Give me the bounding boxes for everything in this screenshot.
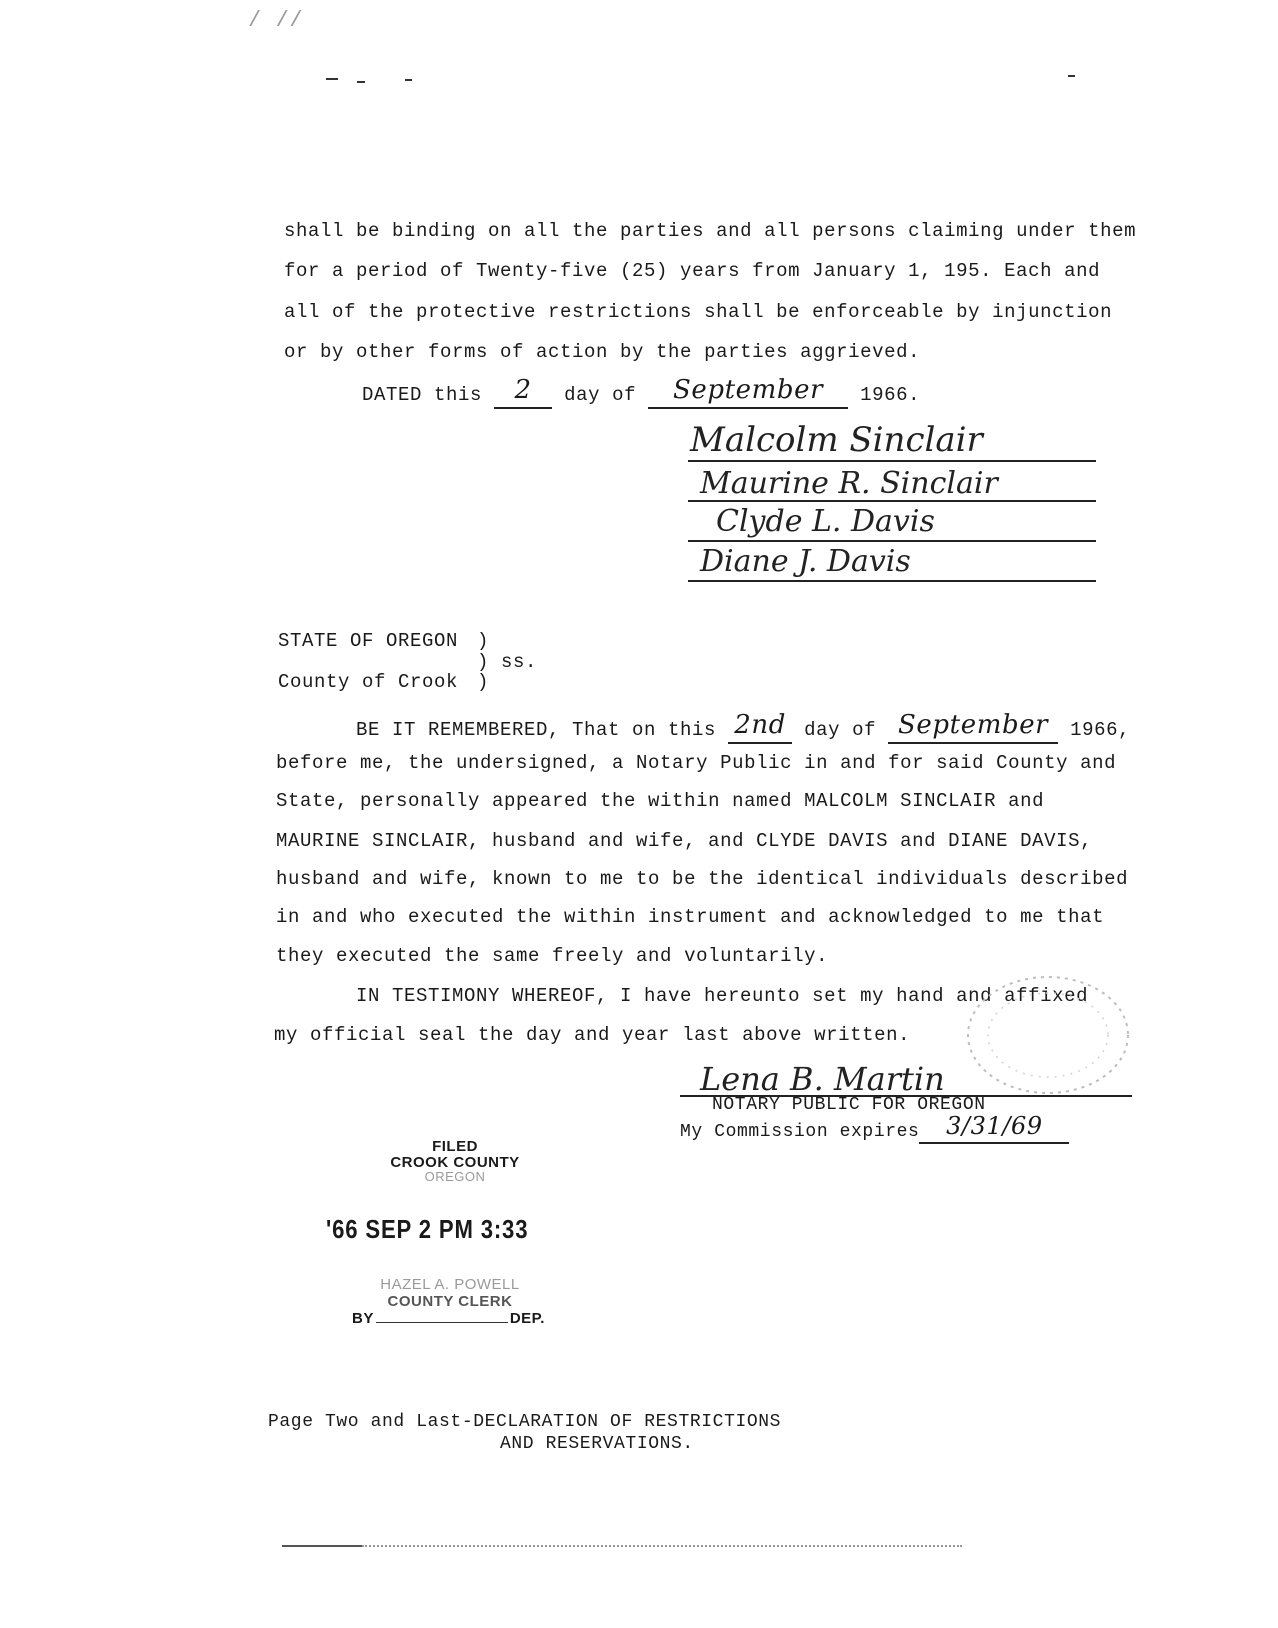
- signature-line: [688, 580, 1096, 582]
- dated-day: 2: [514, 375, 532, 405]
- ack-line: husband and wife, known to me to be the identical individuals described: [276, 868, 1129, 890]
- dated-month-blank: [648, 377, 848, 409]
- ack-line: in and who executed the within instrument and acknowledged to me that: [276, 906, 1105, 928]
- ack-month-blank: [888, 712, 1058, 744]
- commission-label: My Commission expires: [680, 1122, 920, 1142]
- deputy-blank: [376, 1322, 508, 1323]
- filed-label: FILED: [432, 1138, 478, 1155]
- footer-line: AND RESERVATIONS.: [500, 1434, 694, 1454]
- body-line: all of the protective restrictions shall be enforceable by injunction: [284, 301, 1113, 323]
- filed-datetime: '66 SEP 2 PM 3:33: [326, 1214, 529, 1244]
- venue-state: STATE OF OREGON: [278, 630, 459, 652]
- notary-commission: [680, 1114, 1069, 1144]
- clerk-name: HAZEL A. POWELL: [380, 1276, 520, 1293]
- notary-title: NOTARY PUBLIC FOR OREGON: [712, 1095, 986, 1115]
- body-line: shall be binding on all the parties and all persons claiming under them: [284, 220, 1137, 242]
- testimony-line: my official seal the day and year last above written.: [274, 1024, 911, 1046]
- stray-mark: [405, 79, 412, 81]
- signature: Diane J. Davis: [700, 544, 911, 579]
- ack-line: State, personally appeared the within named MALCOLM SINCLAIR and: [276, 790, 1045, 812]
- ack-line: before me, the undersigned, a Notary Public in and for said County and: [276, 752, 1117, 774]
- dated-month: September: [672, 375, 824, 405]
- dated-prefix: DATED this: [362, 384, 483, 406]
- ack-day: 2nd: [734, 710, 786, 740]
- dated-year: 1966.: [860, 384, 921, 406]
- signature-line: [688, 500, 1096, 502]
- stray-mark: [326, 78, 338, 80]
- venue-paren: ): [477, 630, 490, 652]
- ack-day-of: day of: [804, 719, 877, 741]
- commission-date: 3/31/69: [946, 1112, 1043, 1140]
- by-label: BY: [352, 1310, 374, 1327]
- stray-mark: [1068, 75, 1075, 77]
- signature-line: [688, 540, 1096, 542]
- venue-paren: ): [477, 671, 490, 693]
- signature-line: [688, 460, 1096, 462]
- top-scribble: / //: [248, 8, 304, 33]
- dep-label: DEP.: [509, 1310, 545, 1327]
- ack-line: they executed the same freely and voluntarily.: [276, 945, 829, 967]
- signature: Maurine R. Sinclair: [700, 466, 998, 501]
- dated-day-blank: [494, 377, 552, 409]
- dated-line: [362, 377, 920, 409]
- venue-ss: ) ss.: [477, 651, 538, 673]
- notary-signature: Lena B. Martin: [700, 1060, 945, 1098]
- ack-month: September: [898, 710, 1049, 740]
- dated-middle: day of: [564, 384, 637, 406]
- stray-mark: [357, 81, 365, 83]
- venue-county: County of Crook: [278, 671, 459, 693]
- signature: Clyde L. Davis: [716, 504, 935, 539]
- body-line: or by other forms of action by the parties aggrieved.: [284, 341, 921, 363]
- ack-year: 1966,: [1070, 719, 1131, 741]
- bottom-edge-mark: [282, 1545, 362, 1547]
- ack-line: MAURINE SINCLAIR, husband and wife, and CLYDE DAVIS and DIANE DAVIS,: [276, 830, 1093, 852]
- ack-prefix: BE IT REMEMBERED, That on this: [356, 719, 717, 741]
- filed-state: OREGON: [424, 1169, 486, 1184]
- filed-by: [352, 1310, 545, 1327]
- ack-first-line: [356, 712, 1130, 744]
- body-line: for a period of Twenty-five (25) years from January 1, 195. Each and: [284, 260, 1101, 282]
- clerk-title: COUNTY CLERK: [387, 1293, 513, 1310]
- bottom-edge-mark: [362, 1545, 962, 1547]
- testimony-line: IN TESTIMONY WHEREOF, I have hereunto set my hand and affixed: [356, 985, 1089, 1007]
- commission-date-blank: [919, 1114, 1069, 1144]
- ack-day-blank: [728, 712, 792, 744]
- footer-line: Page Two and Last-DECLARATION OF RESTRICTIONS: [268, 1412, 782, 1432]
- filed-county: CROOK COUNTY: [390, 1154, 520, 1171]
- notary-seal: [960, 970, 1135, 1100]
- signature: Malcolm Sinclair: [690, 420, 983, 460]
